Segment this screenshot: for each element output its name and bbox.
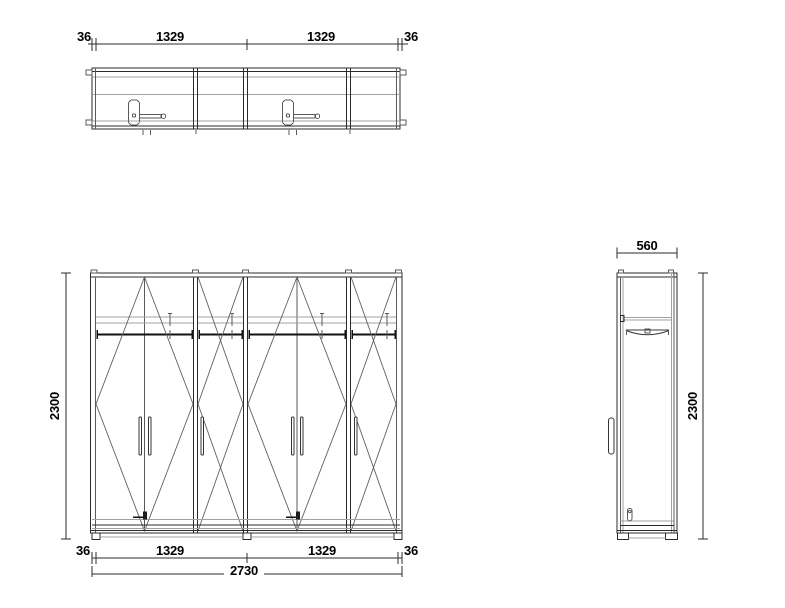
side-base [617,521,678,540]
dim-bottom-left-panel: 36 [75,543,91,558]
dim-top-right-panel: 36 [403,29,419,44]
dim-side-height: 2300 [685,391,700,421]
front-view [91,270,403,540]
dim-top-left-opening: 1329 [155,29,185,44]
plan-dimension-row [77,29,418,51]
dim-total-width: 2730 [229,563,259,578]
plan-bottom-ticks [143,130,350,135]
floor-lock-icon [133,512,300,520]
front-base [91,520,403,540]
dim-front-height: 2300 [47,391,62,421]
dim-bottom-right-opening: 1329 [307,543,337,558]
side-shelf [621,316,672,322]
front-partitions [194,277,351,533]
dim-bottom-right-panel: 36 [403,543,419,558]
side-view [609,270,678,540]
side-depth-dimension [617,238,677,259]
front-height-dimension [47,273,71,539]
dim-side-depth: 560 [636,238,658,253]
front-bottom-dimensions [76,543,418,578]
dim-top-right-opening: 1329 [306,29,336,44]
dim-bottom-left-opening: 1329 [155,543,185,558]
hanging-rail-side-icon [626,329,669,335]
side-floor-lock-icon [628,509,633,521]
side-height-dimension [685,273,708,539]
side-door-handle [609,418,615,454]
dim-top-left-panel: 36 [76,29,92,44]
plan-view [86,68,406,135]
